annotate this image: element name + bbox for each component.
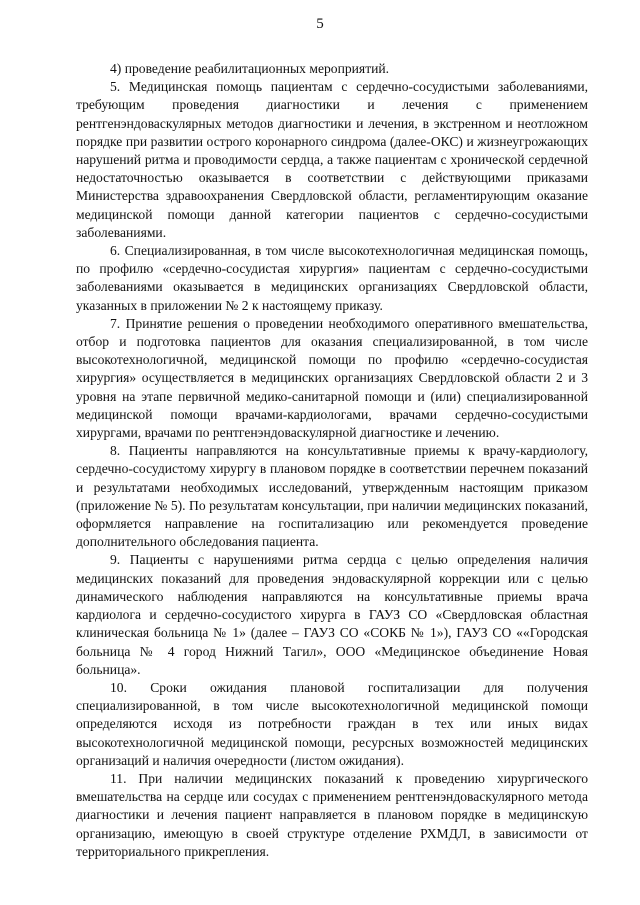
paragraph-5: 5. Медицинская помощь пациентам с сердечно-сосудистыми заболеваниями, требующим проведения диагностики и лечения с применением рентгенэндоваскулярных методов диагностики и лечения, в экстренном и неотложном порядке при развитии острого коронарного синдрома (далее-ОКС) и жизнеугрожающих нарушений ритма и проводимости сердца, а также пациентам с хронической сердечной недостаточностью оказывается в соответствии с действующими приказами Министерства здравоохранения Свердловской области, регламентирующим оказание медицинской помощи данной категории пациентов с сердечно-сосудистыми заболеваниями. bbox=[76, 79, 588, 240]
paragraph-11: 11. При наличии медицинских показаний к проведению хирургического вмешательства на сердце или сосудах с применением рентгенэндоваскулярного метода диагностики и лечения пациент направляется в плановом порядке в медицинскую организацию, имеющую в своей структуре отделение РХМДЛ, в зависимости от территориального прикрепления. bbox=[76, 770, 588, 859]
page-number: 5 bbox=[316, 16, 324, 32]
paragraph-item-4: 4) проведение реабилитационных мероприятий. bbox=[110, 61, 390, 76]
paragraph-10: 10. Сроки ожидания плановой госпитализации для получения специализированной, в том числе высокотехнологичной медицинской помощи определяются исходя из потребности граждан в тех или иных видах высокотехнологичной медицинской помощи, ресурсных возможностей медицинских организаций и наличия очередности (листом ожидания). bbox=[76, 679, 588, 768]
document-body bbox=[76, 60, 588, 861]
paragraph-7: 7. Принятие решения о проведении необходимого оперативного вмешательства, отбор и подготовка пациентов для оказания специализированной, в том числе высокотехнологичной, медицинской помощи по профилю «сердечно-сосудистая хирургия» осуществляется в медицинских организациях Свердловской области 2 и 3 уровня на этапе первичной медико-санитарной помощи и (или) специализированной медицинской помощи врачами-кардиологами, врачами сердечно-сосудистыми хирургами, врачами по рентгенэндоваскулярной диагностике и лечению. bbox=[76, 315, 588, 441]
paragraph-8: 8. Пациенты направляются на консультативные приемы к врачу-кардиологу, сердечно-сосудистому хирургу в плановом порядке в соответствии перечнем показаний и результатами необходимых исследований, утвержденным настоящим приказом (приложение № 5). По результатам консультации, при наличии медицинских показаний, оформляется направление на госпитализацию или рекомендуется проведение дополнительного обследования пациента. bbox=[76, 443, 588, 550]
paragraph-6: 6. Специализированная, в том числе высокотехнологичная медицинская помощь, по профилю «сердечно-сосудистая хирургия» пациентам с сердечно-сосудистыми заболеваниями оказывается в медицинских организациях Свердловской области, указанных в приложении № 2 к настоящему приказу. bbox=[76, 243, 588, 313]
paragraph-9: 9. Пациенты с нарушениями ритма сердца с целью определения наличия медицинских показаний для проведения эндоваскулярной коррекции или с целью динамического наблюдения направляются на консультативные приемы врача кардиолога и сердечно-сосудистого хирурга в ГАУЗ СО «Свердловская областная клиническая больница № 1» (далее – ГАУЗ СО «СОКБ № 1»), ГАУЗ СО ««Городская больница № 4 город Нижний Тагил», ООО «Медицинское объединение Новая больница». bbox=[76, 552, 588, 677]
